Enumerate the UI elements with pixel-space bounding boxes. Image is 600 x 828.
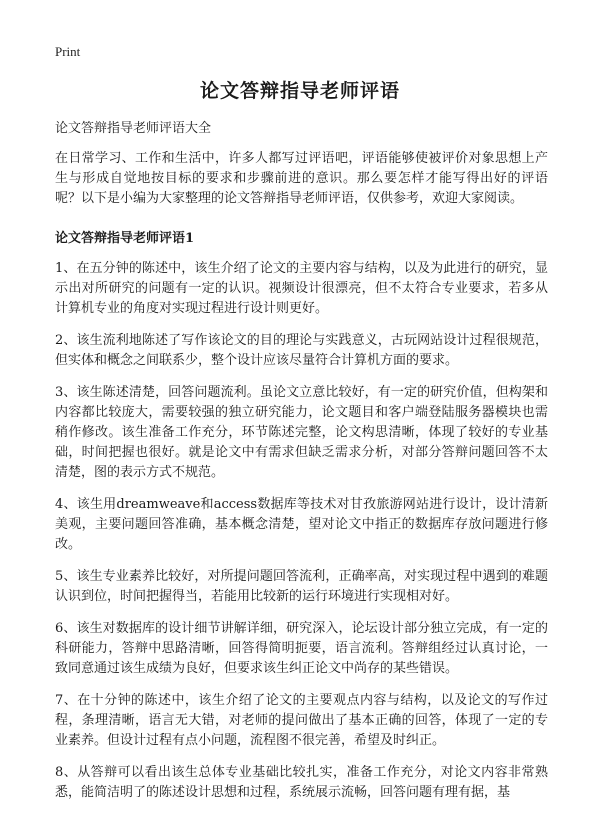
comment-paragraph-8: 8、从答辩可以看出该生总体专业基础比较扎实，准备工作充分，对论文内容非常熟悉，能简洁明了的陈述设计思想和过程，系统展示流畅，回答问题有理有据，基 [55,765,548,800]
comment-paragraph-5: 5、该生专业素养比较好，对所提问题回答流利，正确率高，对实现过程中遇到的难题认识到位，时间把握得当，若能用比较新的运行环境进行实现相对好。 [55,569,548,604]
comment-paragraph-1: 1、在五分钟的陈述中，该生介绍了论文的主要内容与结构，以及为此进行的研究，显示出对所研究的问题有一定的认识。视频设计很漂亮，但不太符合专业要求，若多从计算机专业的角度对实现过程进行设计则更好。 [55,261,548,316]
intro-paragraph: 在日常学习、工作和生活中，许多人都写过评语吧，评语能够使被评价对象思想上产生与形成自觉地按目标的要求和步骤前进的意识。那么要怎样才能写得出好的评语呢？以下是小编为大家整理的论文答辩指导老师评语，仅供参考，欢迎大家阅读。 [55,151,548,206]
document-body [55,119,548,815]
comment-paragraph-7: 7、在十分钟的陈述中，该生介绍了论文的主要观点内容与结构，以及论文的写作过程，条理清晰，语言无大错，对老师的提问做出了基本正确的回答，体现了一定的专业素养。但设计过程有点小问题，流程图不很完善，希望及时纠正。 [55,693,548,748]
page-title: 论文答辩指导老师评语 [199,80,400,102]
section-heading: 论文答辩指导老师评语1 [55,231,195,246]
comment-paragraph-2: 2、该生流利地陈述了写作该论文的目的理论与实践意义，古玩网站设计过程很规范，但实体和概念之间联系少，整个设计应该尽量符合计算机方面的要求。 [55,333,548,368]
document-subtitle: 论文答辩指导老师评语大全 [55,121,212,136]
comment-paragraph-6: 6、该生对数据库的设计细节讲解详细，研究深入，论坛设计部分独立完成，有一定的科研能力，答辩中思路清晰，回答得简明扼要，语言流利。答辩组经过认真讨论，一致同意通过该生成绩为良好，但要求该生纠正论文中尚存的某些错误。 [55,621,548,676]
print-label: Print [55,44,81,59]
comment-paragraph-4: 4、该生用dreamweave和access数据库等技术对甘孜旅游网站进行设计，设计清新美观，主要问题回答准确，基本概念清楚，望对论文中指正的数据库存放问题进行修改。 [55,497,548,552]
comment-paragraph-3: 3、该生陈述清楚，回答问题流利。虽论文立意比较好，有一定的研究价值，但构架和内容都比较庞大，需要较强的独立研究能力，论文题目和客户端登陆服务器模块也需稍作修改。该生准备工作充分，环节陈述完整，论文构思清晰，体现了较好的专业基础，时间把握也很好。就是论文中有需求但缺乏需求分析，对部分答辩问题回答不太清楚，图的表示方式不规范。 [55,385,548,480]
